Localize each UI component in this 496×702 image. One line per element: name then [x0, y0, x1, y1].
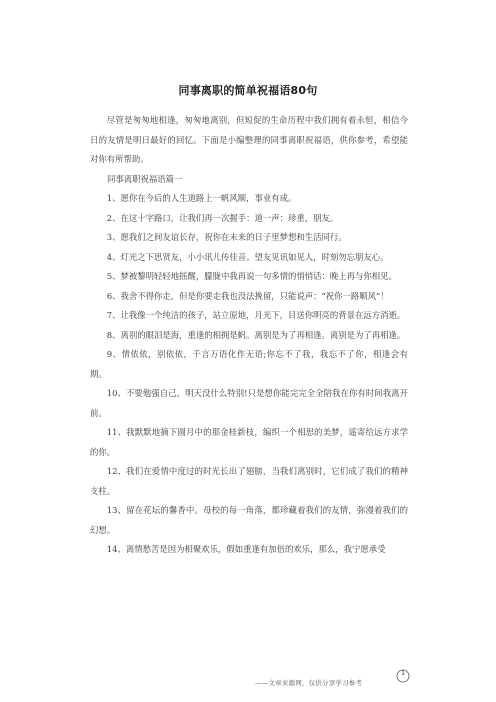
list-item: 2、在这十字路口，让我们再一次握手：道一声：珍重，朋友。 [106, 212, 339, 223]
list-item: 6、我舍不得你走，但是你要走我也没法挽留，只能说声：“祝你一路顺风”！ [106, 290, 389, 301]
list-item: 13、留在花坛的馨香中。母校的每一角落，都珍藏着我们的友情，弥漫着我们的幻想。 [90, 505, 408, 535]
document-body [90, 111, 408, 560]
list-item: 10、不要勉强自己，明天没什么特别!只是想你能完完全全陪我在你有时间我离开前。 [90, 388, 408, 418]
list-item: 12、我们在爱情中度过的时光长出了翅膀，当我们离别时，它们成了我们的精神支柱。 [90, 466, 408, 496]
list-item: 5、梦被黎明轻轻地摇醒，朦胧中我再说一句多情的悄悄话：晚上再与你相见。 [106, 271, 397, 281]
list-item: 9、情依依，别依依，千言万语化作无语;你忘不了我，我忘不了你，相逢会有期。 [90, 349, 408, 379]
list-item: 3、愿我们之间友谊长存，祝你在未来的日子里梦想和生活同行。 [106, 232, 347, 242]
source-footnote: ——文章来源网，仅供分享学习参考 [255, 679, 363, 687]
intro-paragraph: 尽管是匆匆地相逢，匆匆地离别，但短促的生命历程中我们拥有着永恒，相信今日的友情是明日最好的回忆。下面是小编整理的同事离职祝福语，供你参考，希望能对你有所帮助。 [90, 115, 408, 164]
section-heading: 同事离职祝福语篇一 [107, 173, 183, 184]
list-item: 8、离别的眼泪是海，重逢的相拥是帆。离别是为了再相逢。离别是为了再相逢。 [106, 329, 406, 340]
list-item: 1、愿你在今后的人生道路上一帆风顺，事业有成。 [106, 193, 297, 203]
list-item: 11、我默默地摘下圆月中的那金桂新枝，编织一个相思的美梦，遥寄给远方求学的你。 [90, 427, 408, 457]
list-item: 4、灯光之下思贤友，小小讯儿传佳音。望友见讯如见人，时刻勿忘朋友心。 [106, 251, 389, 262]
list-item: 7、让我像一个纯洁的孩子，站立原地，月光下，目送你明亮的背景在远方消逝。 [106, 310, 406, 320]
page-number-badge [396, 668, 410, 682]
list-item: 14、离情愁苦是因为相聚欢乐，假如重逢有加倍的欢乐，那么，我宁愿承受 [106, 544, 386, 554]
page-number: 1 [401, 670, 405, 677]
document-title: 同事离职的简单祝福语80句 [178, 84, 318, 97]
